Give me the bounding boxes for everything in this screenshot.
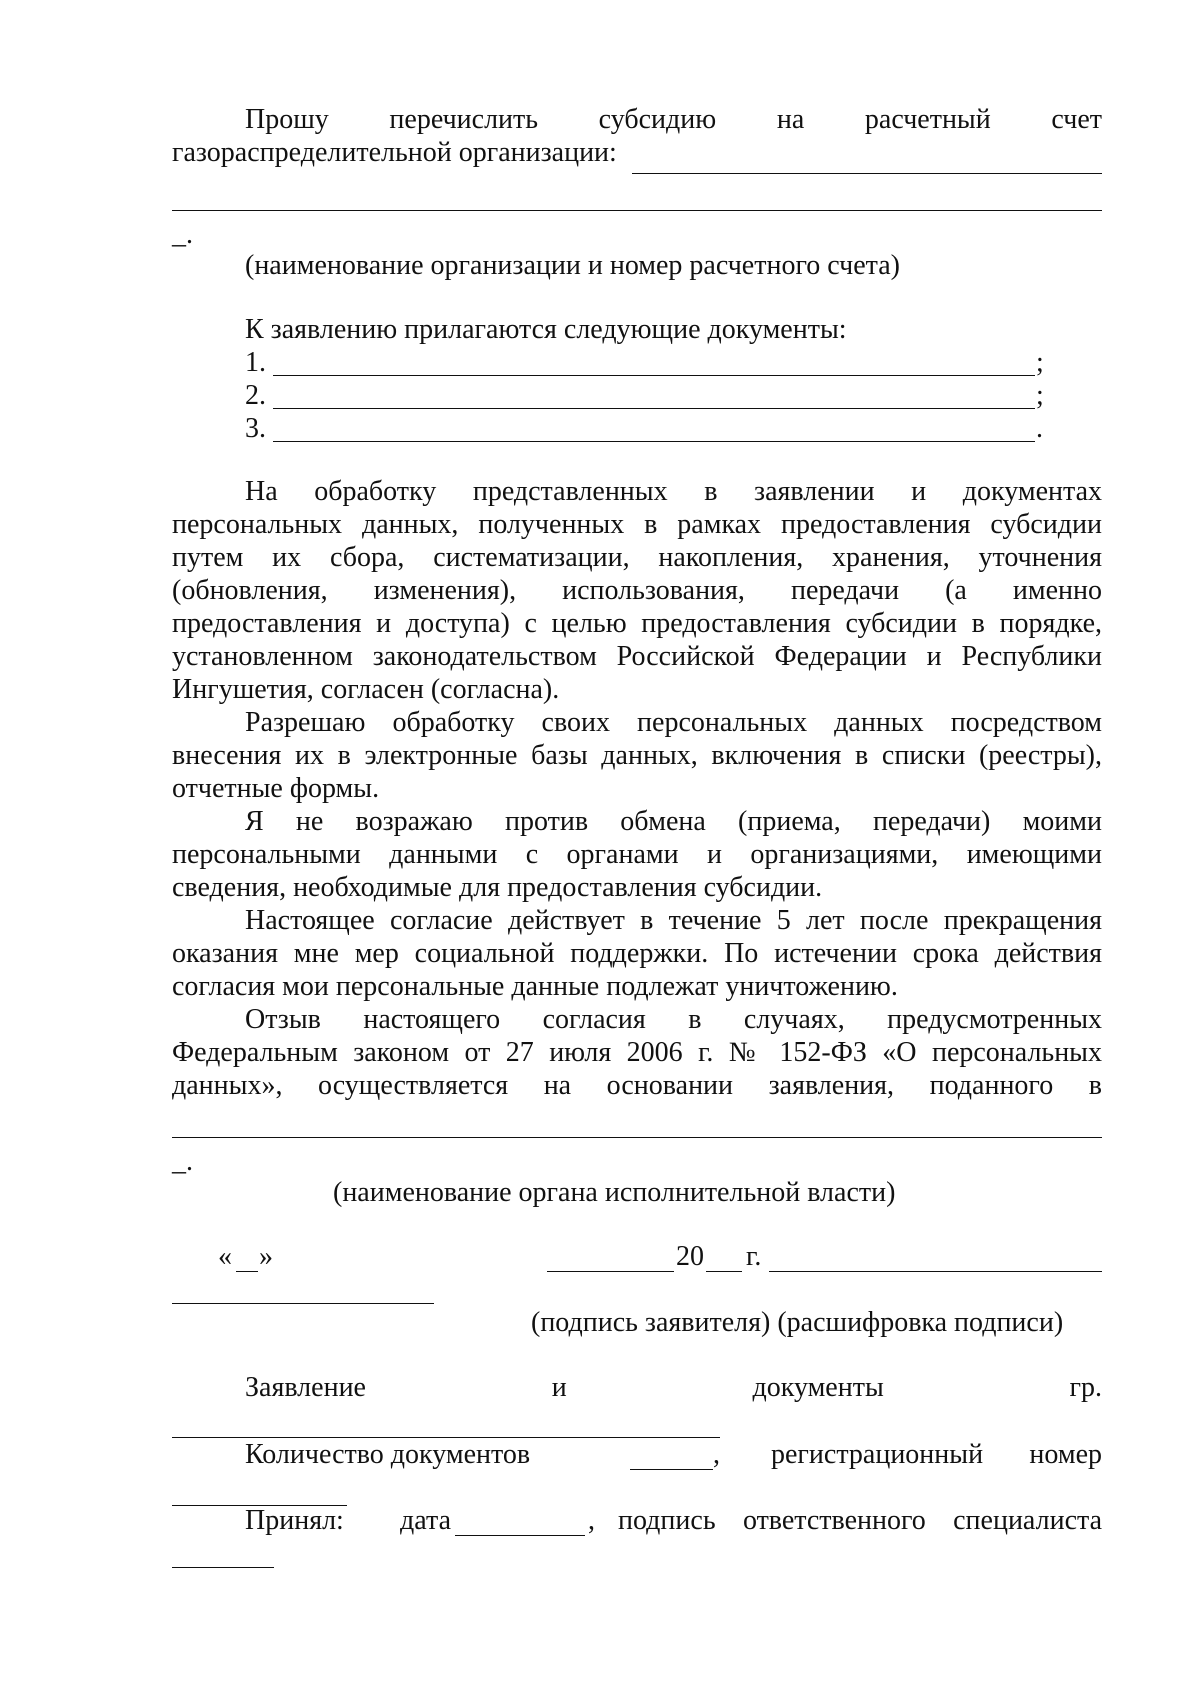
consent-p1-line-5: предоставления и доступа) с целью предоставления субсидии в порядке, xyxy=(172,608,1102,639)
documents-count-label: Количество документов xyxy=(245,1439,531,1470)
transfer-request-line-2: газораспределительной организации: xyxy=(172,137,617,168)
consent-p4-line-3: согласия мои персональные данные подлежат уничтожению. xyxy=(172,971,898,1002)
specialist-signature-label: подпись ответственного специалиста xyxy=(618,1505,1102,1536)
consent-p5-line-3: данных», осуществляется на основании заявления, поданного в xyxy=(172,1070,1102,1101)
day-close-quote: » xyxy=(259,1241,273,1272)
consent-p5-line-1: Отзыв настоящего согласия в случаях, предусмотренных xyxy=(245,1004,1102,1035)
month-input-line[interactable] xyxy=(547,1271,674,1272)
attachment-number-3: 3. xyxy=(245,413,266,444)
consent-p2-line-3: отчетные формы. xyxy=(172,773,380,804)
consent-p5-line-2: Федеральным законом от 27 июля 2006 г. № 152-ФЗ «О персональных xyxy=(172,1037,1102,1068)
organization-hint: (наименование организации и номер расчетного счета) xyxy=(245,250,900,281)
attachment-number-2: 2. xyxy=(245,380,266,411)
registration-line-1: Заявление и документы гр. xyxy=(245,1372,1102,1403)
transfer-request-line-1: Прошу перечислить субсидию на расчетный счет xyxy=(245,104,1102,135)
consent-p1-line-4: (обновления, изменения), использования, передачи (а именно xyxy=(172,575,1102,606)
year-input-line[interactable] xyxy=(706,1271,742,1272)
registration-number-label: регистрационный номер xyxy=(771,1439,1102,1470)
signature-input-line[interactable] xyxy=(769,1271,1102,1272)
authority-input-line[interactable] xyxy=(172,1137,1102,1138)
consent-p4-line-1: Настоящее согласие действует в течение 5 лет после прекращения xyxy=(245,905,1102,936)
attachment-end-1: ; xyxy=(1036,347,1044,378)
signature-hint: (подпись заявителя) (расшифровка подписи) xyxy=(531,1307,1064,1338)
year-prefix: 20 xyxy=(676,1241,704,1272)
attachment-input-line-1[interactable] xyxy=(273,375,1035,376)
consent-p1-line-1: На обработку представленных в заявлении и документах xyxy=(245,476,1102,507)
attachments-intro: К заявлению прилагаются следующие документы: xyxy=(245,314,847,345)
applicant-name-input-line[interactable] xyxy=(172,1437,720,1438)
authority-line-tail: _. xyxy=(172,1146,193,1177)
consent-p1-line-6: установленном законодательством Российской Федерации и Республики xyxy=(172,641,1102,672)
consent-p3-line-2: персональными данными с органами и организациями, имеющими xyxy=(172,839,1102,870)
consent-p2-line-2: внесения их в электронные базы данных, включения в списки (реестры), xyxy=(172,740,1102,771)
consent-p4-line-2: оказания мне мер социальной поддержки. По истечении срока действия xyxy=(172,938,1102,969)
accepted-date-label: Принял: дата xyxy=(245,1505,451,1536)
attachment-number-1: 1. xyxy=(245,347,266,378)
signature-decode-input-line[interactable] xyxy=(172,1303,434,1304)
consent-p1-line-2: персональных данных, полученных в рамках предоставления субсидии xyxy=(172,509,1102,540)
consent-p3-line-1: Я не возражаю против обмена (приема, передачи) моими xyxy=(245,806,1102,837)
day-input-line[interactable] xyxy=(236,1271,258,1272)
authority-hint: (наименование органа исполнительной власти) xyxy=(333,1177,896,1208)
attachment-end-3: . xyxy=(1036,413,1043,444)
consent-p2-line-1: Разрешаю обработку своих персональных данных посредством xyxy=(245,707,1102,738)
accepted-date-comma: , xyxy=(588,1505,595,1536)
organization-input-line-2[interactable] xyxy=(172,210,1102,211)
accepted-date-input-line[interactable] xyxy=(455,1535,585,1536)
consent-p1-line-7: Ингушетия, согласен (согласна). xyxy=(172,674,560,705)
attachment-input-line-2[interactable] xyxy=(273,408,1035,409)
consent-p1-line-3: путем их сбора, систематизации, накопления, хранения, уточнения xyxy=(172,542,1102,573)
attachment-end-2: ; xyxy=(1036,380,1044,411)
consent-p3-line-3: сведения, необходимые для предоставления субсидии. xyxy=(172,872,823,903)
day-open-quote: « xyxy=(218,1241,232,1272)
organization-input-line[interactable] xyxy=(632,173,1102,174)
year-suffix: г. xyxy=(746,1241,762,1272)
attachment-input-line-3[interactable] xyxy=(273,441,1035,442)
organization-line-tail: _. xyxy=(172,219,193,250)
documents-count-comma: , xyxy=(713,1439,720,1470)
specialist-signature-input-line[interactable] xyxy=(172,1567,274,1568)
documents-count-input-line[interactable] xyxy=(630,1469,713,1470)
